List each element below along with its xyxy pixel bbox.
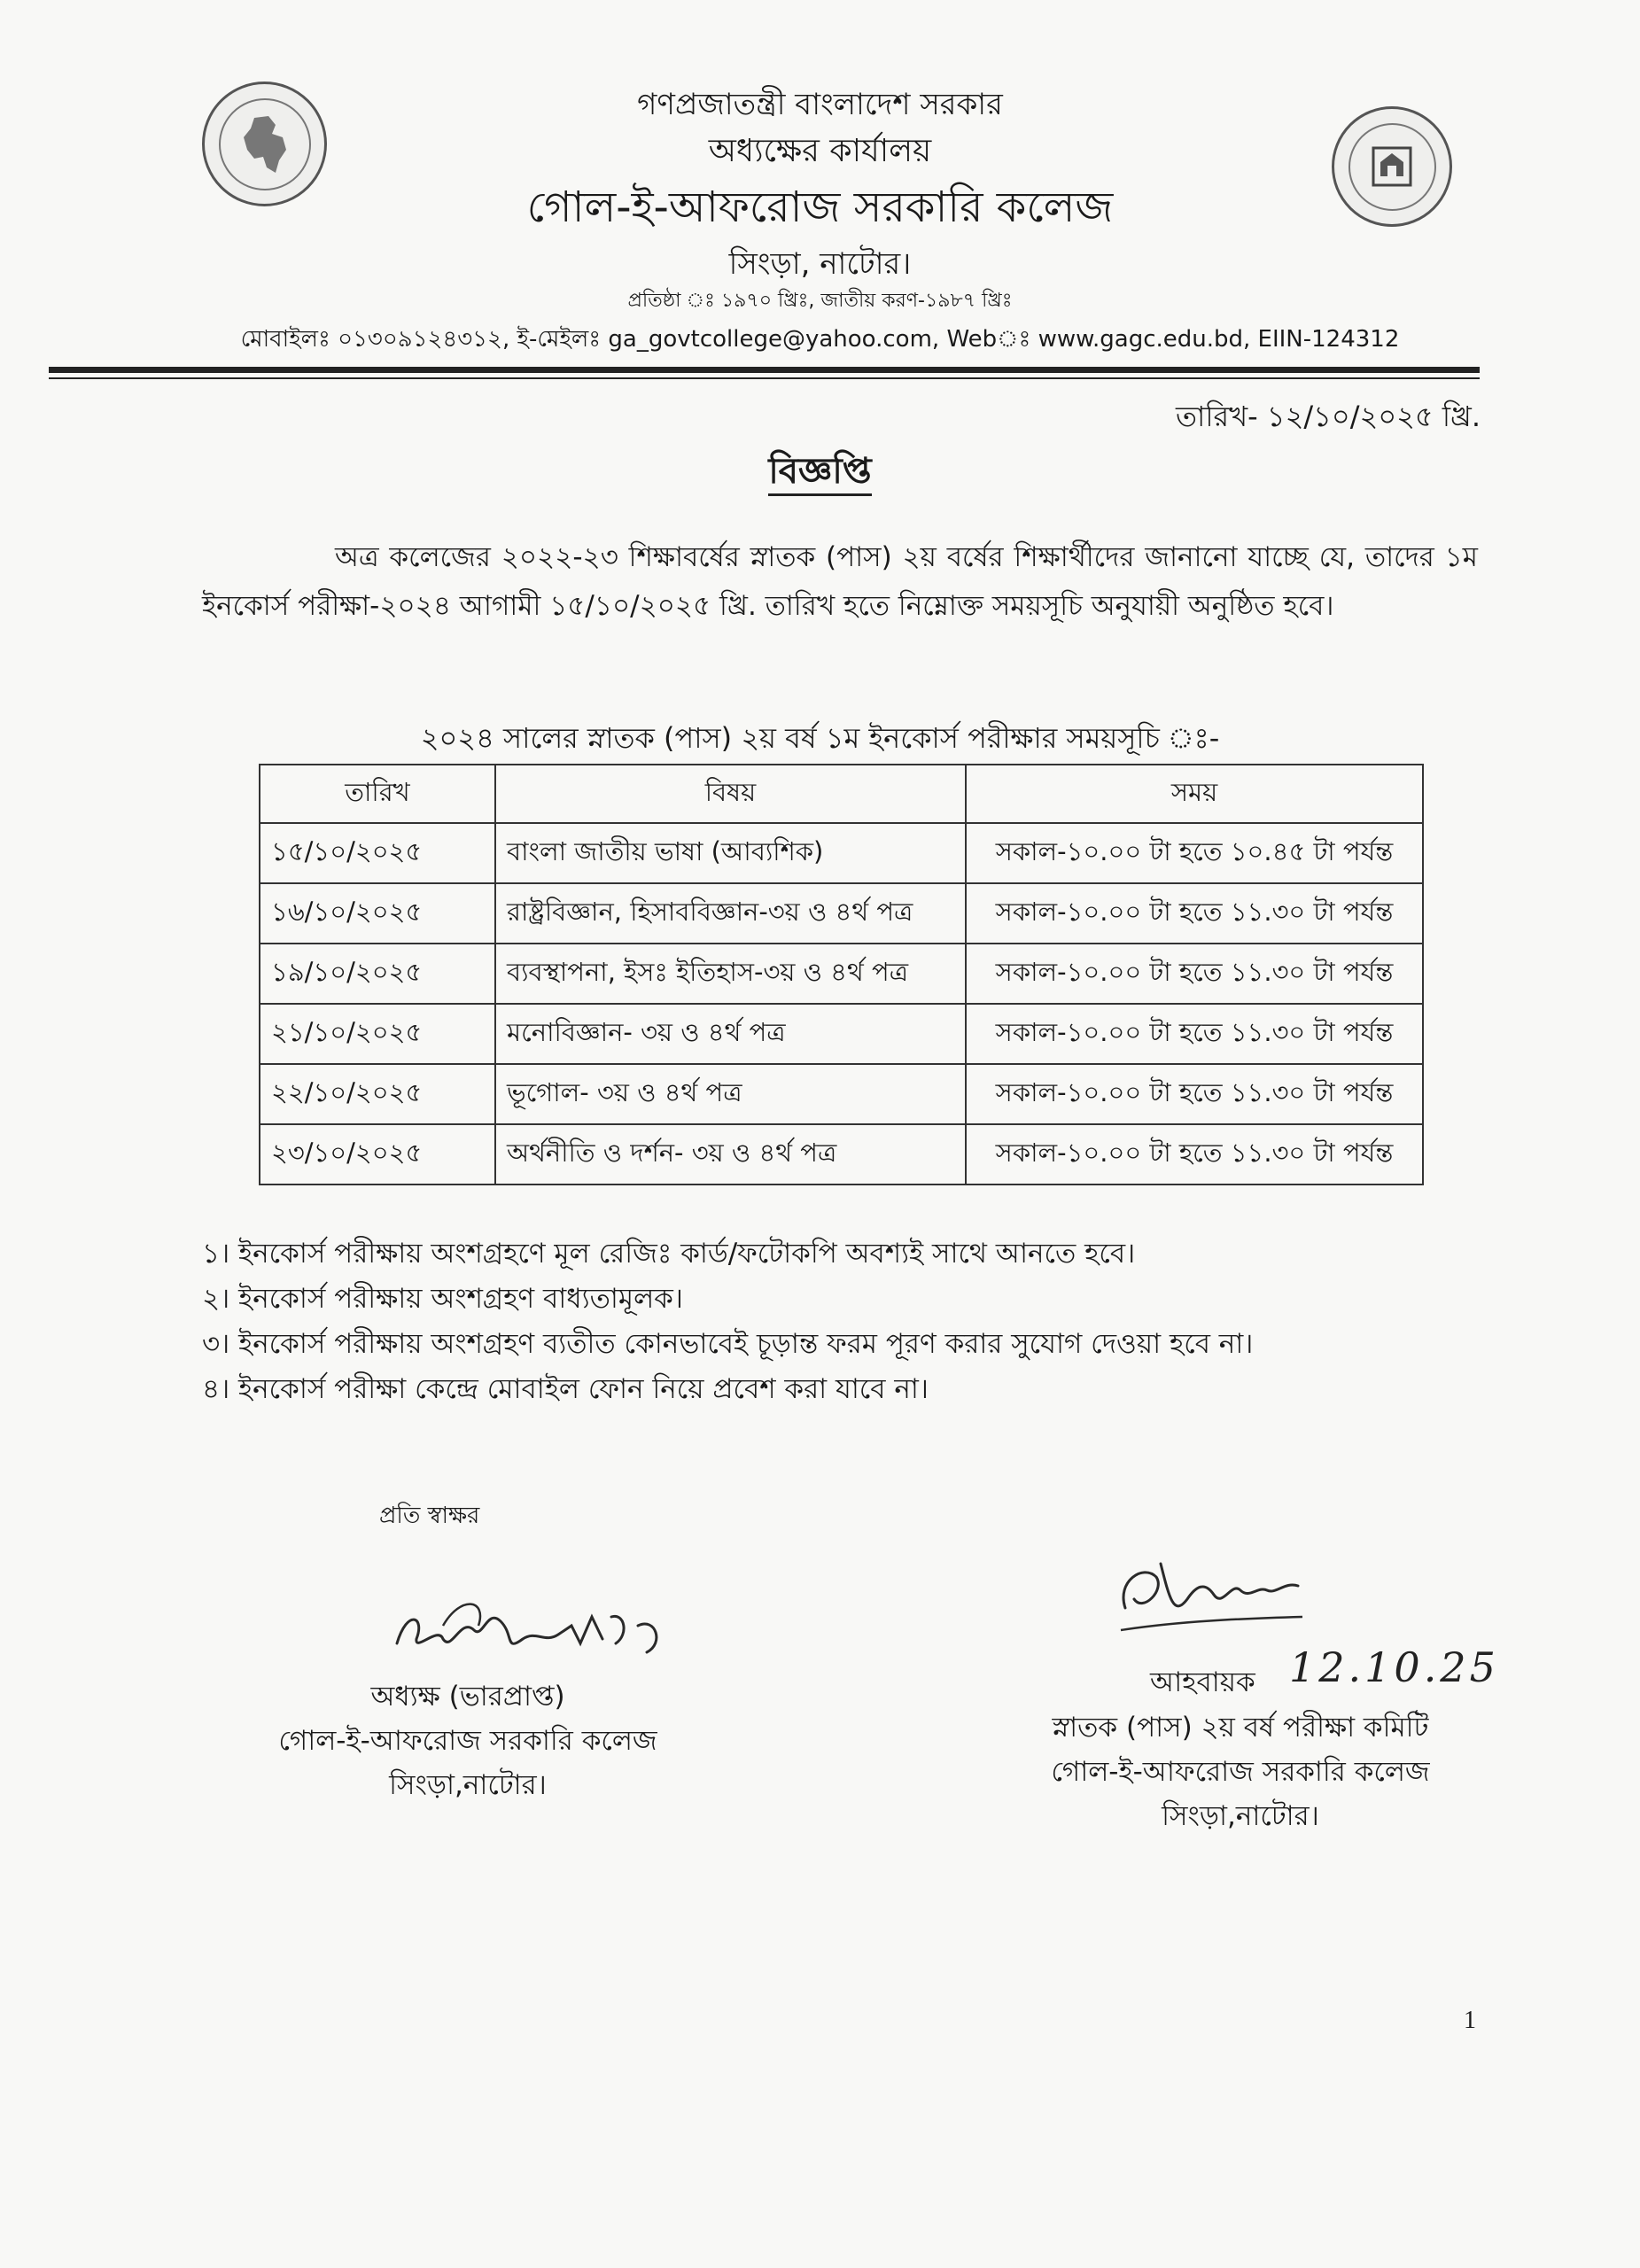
committee-college: গোল-ই-আফরোজ সরকারি কলেজ [1051, 1756, 1430, 1788]
college-location: সিংড়া, নাটোর। [728, 246, 912, 282]
convenor-signature [1108, 1546, 1311, 1643]
instructions-list [202, 1231, 1496, 1412]
principal-location: সিংড়া,নাটোর। [389, 1769, 547, 1801]
instruction-item: ১। ইনকোর্স পরীক্ষায় অংশগ্রহণে মূল রেজিঃ কার্ড/ফটোকপি অবশ্যই সাথে আনতে হবে। [202, 1238, 1136, 1270]
instruction-item: ২। ইনকোর্স পরীক্ষায় অংশগ্রহণ বাধ্যতামূলক। [202, 1283, 683, 1315]
row-subject: মনোবিজ্ঞান- ৩য় ও ৪র্থ পত্র [495, 1004, 966, 1064]
header-divider-thick [49, 367, 1480, 373]
principal-title: অধ্যক্ষ (ভারপ্রাপ্ত) [370, 1681, 565, 1713]
committee-signatory-block [957, 1705, 1524, 1838]
schedule-caption: ২০২৪ সালের স্নাতক (পাস) ২য় বর্ষ ১ম ইনকোর্স পরীক্ষার সময়সূচি ঃ- [420, 721, 1220, 755]
notice-title-text: বিজ্ঞপ্তি [768, 451, 871, 496]
notice-date: তারিখ- ১২/১০/২০২৫ খ্রি. [1176, 400, 1481, 433]
establishment-info: প্রতিষ্ঠা ঃ ১৯৭০ খ্রিঃ, জাতীয় করণ-১৯৮৭ খ্রিঃ [627, 290, 1013, 312]
instruction-item: ৪। ইনকোর্স পরীক্ষা কেন্দ্রে মোবাইল ফোন নিয়ে প্রবেশ করা যাবে না। [202, 1373, 929, 1405]
table-row [260, 1124, 1423, 1184]
row-date: ১৫/১০/২০২৫ [260, 823, 495, 883]
row-date: ২১/১০/২০২৫ [260, 1004, 495, 1064]
row-subject: অর্থনীতি ও দর্শন- ৩য় ও ৪র্থ পত্র [495, 1124, 966, 1184]
notice-intro: অত্র কলেজের ২০২২-২৩ শিক্ষাবর্ষের স্নাতক (পাস) ২য় বর্ষের শিক্ষার্থীদের জানানো যাচ্ছে যে, তাদের ১ম ইনকোর্স পরীক্ষা-২০২৪ আগামী ১৫/১০/২০২৫ খ্রি. তারিখ হতে নিম্নোক্ত সময়সূচি অনুযায়ী অনুষ্ঠিত হবে। [202, 541, 1478, 622]
row-subject: ভূগোল- ৩য় ও ৪র্থ পত্র [495, 1064, 966, 1124]
header-subject: বিষয় [495, 765, 966, 823]
handwritten-date: 12.10.25 [1289, 1643, 1499, 1691]
table-row [260, 1064, 1423, 1124]
table-row [260, 883, 1423, 944]
row-date: ২২/১০/২০২৫ [260, 1064, 495, 1124]
principal-college: গোল-ই-আফরোজ সরকারি কলেজ [278, 1725, 657, 1757]
row-subject: ব্যবস্থাপনা, ইসঃ ইতিহাস-৩য় ও ৪র্থ পত্র [495, 944, 966, 1004]
row-time: সকাল-১০.০০ টা হতে ১১.৩০ টা পর্যন্ত [966, 944, 1423, 1004]
committee-location: সিংড়া,নাটোর। [1162, 1800, 1319, 1832]
header-time: সময় [966, 765, 1423, 823]
table-row [260, 823, 1423, 883]
row-subject: বাংলা জাতীয় ভাষা (আব্যশিক) [495, 823, 966, 883]
header-date: তারিখ [260, 765, 495, 823]
committee-name: স্নাতক (পাস) ২য় বর্ষ পরীক্ষা কমিটি [1052, 1712, 1429, 1744]
table-header-row [260, 765, 1423, 823]
row-time: সকাল-১০.০০ টা হতে ১১.৩০ টা পর্যন্ত [966, 1004, 1423, 1064]
row-date: ১৯/১০/২০২৫ [260, 944, 495, 1004]
principal-signatory-block [246, 1674, 689, 1807]
instruction-item: ৩। ইনকোর্স পরীক্ষায় অংশগ্রহণ ব্যতীত কোনভাবেই চূড়ান্ত ফরম পূরণ করার সুযোগ দেওয়া হবে না। [202, 1328, 1254, 1360]
copy-signature-label: প্রতি স্বাক্ষর [379, 1503, 480, 1529]
government-name: গণপ্রজাতন্ত্রী বাংলাদেশ সরকার [637, 87, 1003, 122]
row-time: সকাল-১০.০০ টা হতে ১১.৩০ টা পর্যন্ত [966, 1124, 1423, 1184]
row-time: সকাল-১০.০০ টা হতে ১১.৩০ টা পর্যন্ত [966, 1064, 1423, 1124]
convenor-label: আহবায়ক [1150, 1666, 1255, 1698]
exam-schedule-table [259, 764, 1424, 1185]
table-row [260, 944, 1423, 1004]
college-name: গোল-ই-আফরোজ সরকারি কলেজ [526, 183, 1114, 232]
row-subject: রাষ্ট্রবিজ্ঞান, হিসাববিজ্ঞান-৩য় ও ৪র্থ পত্র [495, 883, 966, 944]
notice-title [0, 443, 1640, 502]
page-number: 1 [1464, 2007, 1476, 2034]
header-divider-thin [49, 377, 1480, 379]
row-date: ২৩/১০/২০২৫ [260, 1124, 495, 1184]
table-row [260, 1004, 1423, 1064]
office-name: অধ্যক্ষের কার্যালয় [708, 133, 932, 169]
row-time: সকাল-১০.০০ টা হতে ১১.৩০ টা পর্যন্ত [966, 883, 1423, 944]
row-date: ১৬/১০/২০২৫ [260, 883, 495, 944]
row-time: সকাল-১০.০০ টা হতে ১০.৪৫ টা পর্যন্ত [966, 823, 1423, 883]
principal-signature [390, 1590, 682, 1679]
contact-info: মোবাইলঃ ০১৩০৯১২৪৩১২, ই-মেইলঃ ga_govtcollege@yahoo.com, Webঃ www.gagc.edu.bd, EIIN-124312 [240, 326, 1400, 353]
